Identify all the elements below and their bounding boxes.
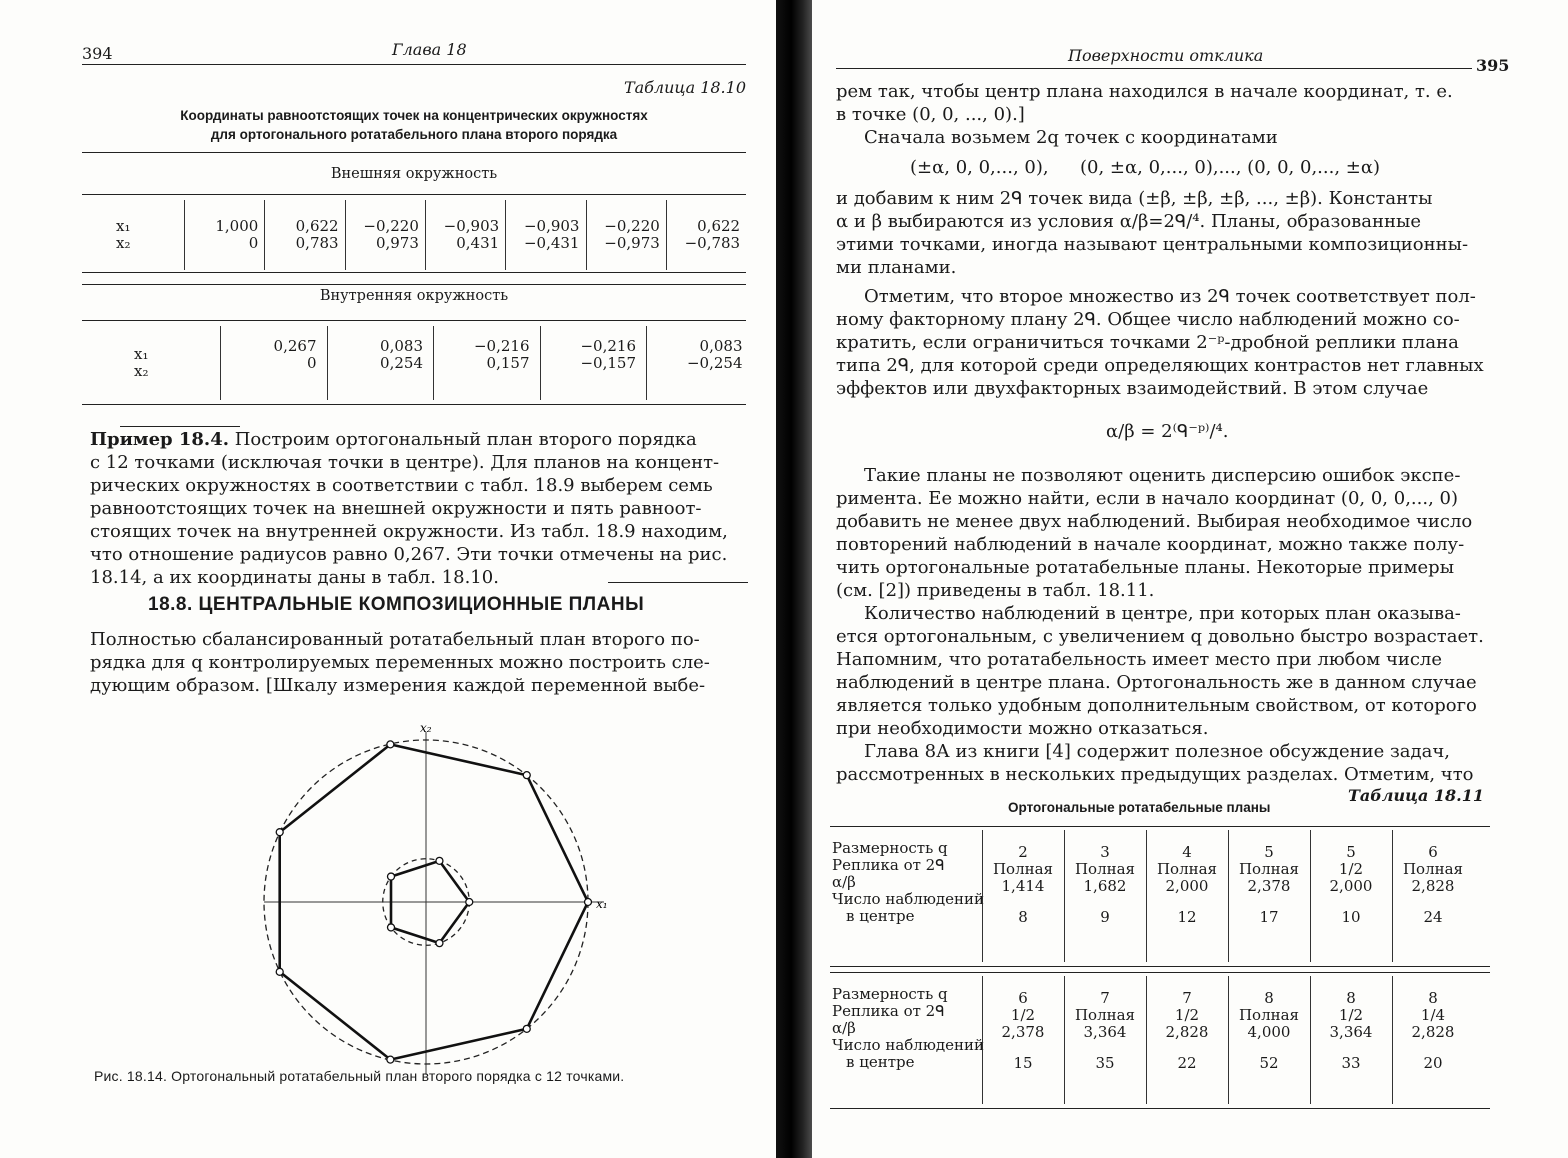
coord-x1: −0,216 (580, 337, 636, 355)
formula-1b: (0, ±α, 0,..., 0),..., (0, 0, 0,..., ±α) (1080, 157, 1381, 178)
coord-x2: 0,157 (486, 354, 530, 372)
row-labels-block1 (832, 840, 984, 925)
inner-pentagon-point (436, 857, 443, 864)
figure-caption: Рис. 18.14. Ортогональный ротатабельный план второго порядка с 12 точками. (94, 1068, 625, 1084)
row-label: Размерность q (832, 985, 948, 1003)
coord-x1: 1,000 (215, 217, 259, 235)
row-label-x2: x₂ (134, 362, 149, 380)
x1-axis-label: x₁ (596, 897, 608, 911)
row-label: в центре (846, 1053, 915, 1071)
block2-column (984, 990, 1062, 1072)
alpha-beta: 2,000 (1165, 877, 1209, 895)
coord-x2: 0,783 (295, 234, 339, 252)
book-spine (776, 0, 814, 1158)
text-line: типа 2ᑫ, для которой среди определяющих контрастов нет главных (836, 355, 1484, 376)
column-rule (646, 326, 647, 400)
column-rule (1146, 976, 1147, 1104)
table-title-18-11: Ортогональные ротатабельные планы (1008, 800, 1271, 815)
block1-column (984, 844, 1062, 926)
running-head-left: Глава 18 (392, 40, 467, 59)
outer-heptagon-point (523, 772, 530, 779)
alpha-beta: 1,414 (1001, 877, 1045, 895)
outer-heptagon-point (585, 899, 592, 906)
table-label-18-10: Таблица 18.10 (623, 78, 746, 97)
center-observations: 12 (1177, 908, 1197, 926)
column-rule (184, 200, 185, 270)
column-rule (220, 326, 221, 400)
dimension-q: 8 (1264, 989, 1274, 1007)
alpha-beta: 2,378 (1247, 877, 1291, 895)
row-label-x1: x₁ (134, 345, 149, 363)
header-rule-left (82, 64, 746, 65)
dimension-q: 8 (1346, 989, 1356, 1007)
column-rule (264, 200, 265, 270)
example-18-4 (90, 428, 754, 589)
coord-x1: 0,083 (380, 337, 423, 355)
replica: Полная (1238, 860, 1300, 878)
example-label: Пример 18.4. (90, 429, 229, 450)
row-label-x1: x₁ (116, 217, 131, 235)
inner-pentagon-point (466, 899, 473, 906)
dimension-q: 5 (1346, 843, 1356, 861)
row-label: Реплика от 2ᑫ (832, 856, 945, 874)
column-rule (1310, 976, 1311, 1104)
text-line: кратить, если ограничиться точками 2⁻ᵖ-дробной реплики плана (836, 332, 1459, 353)
text-line: при необходимости можно отказаться. (836, 718, 1209, 739)
text-line: рассмотренных в нескольких предыдущих разделах. Отметим, что (836, 764, 1474, 785)
divider (608, 582, 748, 583)
coord-x1: −0,220 (363, 217, 419, 235)
dimension-q: 6 (1018, 989, 1028, 1007)
alpha-beta: 2,828 (1165, 1023, 1209, 1041)
dimension-q: 4 (1182, 843, 1192, 861)
table-rule (82, 152, 746, 153)
replica: Полная (1074, 1006, 1136, 1024)
table-rule (82, 404, 746, 405)
column-rule (1228, 976, 1229, 1104)
coord-x2: −0,973 (604, 234, 660, 252)
dimension-q: 7 (1182, 989, 1192, 1007)
block2-column (1312, 990, 1390, 1072)
divider (120, 426, 240, 427)
dimension-q: 6 (1428, 843, 1438, 861)
text-line: Количество наблюдений в центре, при которых план оказыва- (864, 603, 1461, 624)
column-rule (540, 326, 541, 400)
outer-heptagon-point (523, 1025, 530, 1032)
left-page (0, 0, 778, 1158)
table-title-18-10 (82, 106, 746, 144)
running-head-right: Поверхности отклика (1068, 46, 1264, 65)
dimension-q: 8 (1428, 989, 1438, 1007)
column-rule (982, 976, 983, 1104)
example-line: рических окружностях в соответствии с табл. 18.9 выберем семь (90, 475, 713, 496)
text-line: ется ортогональным, с увеличением q довольно быстро возрастает. (836, 626, 1484, 647)
right-page (812, 0, 1568, 1158)
center-observations: 52 (1259, 1054, 1279, 1072)
replica: Полная (1074, 860, 1136, 878)
coord-x2: 0 (248, 234, 259, 252)
column-rule (1228, 830, 1229, 962)
center-observations: 17 (1259, 908, 1279, 926)
example-line: 18.14, а их координаты даны в табл. 18.10. (90, 567, 499, 588)
inner-pentagon-point (388, 873, 395, 880)
section-paragraph (90, 628, 754, 697)
text-line: является только удобным дополнительным свойством, от которого (836, 695, 1477, 716)
center-observations: 24 (1423, 908, 1443, 926)
section-line: дующим образом. [Шкалу измерения каждой переменной выбе- (90, 675, 706, 696)
column-rule (1064, 976, 1065, 1104)
x2-axis-label: x₂ (420, 721, 432, 735)
coord-x2: −0,431 (523, 234, 580, 252)
text-line: этими точками, иногда называют центральными композиционны- (836, 234, 1469, 255)
column-rule (1310, 830, 1311, 962)
row-label: Число наблюдений (832, 1036, 984, 1054)
alpha-beta: 2,828 (1411, 1023, 1455, 1041)
text-line: Сначала возьмем 2q точек с координатами (864, 127, 1278, 148)
text-line: эффектов или двухфакторных взаимодействий. В этом случае (836, 378, 1429, 399)
formula-2: α/β = 2⁽ᑫ⁻ᵖ⁾/⁴. (1106, 421, 1229, 442)
text-line: добавить не менее двух наблюдений. Выбирая необходимое число (836, 511, 1473, 532)
coord-x2: 0,254 (380, 354, 423, 372)
text-line: Напомним, что ротатабельность имеет место при любом числе (836, 649, 1443, 670)
text-line: α и β выбираются из условия α/β=2ᑫ/⁴. Планы, образованные (836, 211, 1421, 232)
replica: 1/2 (1174, 1006, 1200, 1024)
alpha-beta: 2,000 (1329, 877, 1373, 895)
column-rule (982, 830, 983, 962)
inner-pentagon-point (388, 924, 395, 931)
block1-column (1148, 844, 1226, 926)
coord-x1: −0,903 (523, 217, 580, 235)
center-observations: 15 (1013, 1054, 1033, 1072)
alpha-beta: 4,000 (1247, 1023, 1291, 1041)
formula-1a: (±α, 0, 0,..., 0), (910, 157, 1049, 178)
coord-x1: 0,622 (295, 217, 339, 235)
header-rule-right (836, 68, 1472, 69)
right-text-column (836, 80, 1500, 786)
dimension-q: 5 (1264, 843, 1274, 861)
replica: 1/2 (1010, 1006, 1036, 1024)
replica: 1/2 (1338, 1006, 1364, 1024)
alpha-beta: 3,364 (1329, 1023, 1373, 1041)
text-line: (см. [2]) приведены в табл. 18.11. (836, 580, 1155, 601)
column-rule (1064, 830, 1065, 962)
page-number-left: 394 (82, 44, 113, 63)
row-label: в центре (846, 907, 915, 925)
coord-x2: −0,157 (580, 354, 636, 372)
coord-x1: 0,083 (699, 337, 743, 355)
outer-heptagon-point (387, 741, 394, 748)
example-line: стоящих точек на внутренней окружности. Из табл. 18.9 находим, (90, 521, 728, 542)
table-rule (82, 284, 746, 285)
outer-heptagon-point (276, 968, 283, 975)
replica: Полная (992, 860, 1054, 878)
block1-column (1394, 844, 1472, 926)
block2-column (1148, 990, 1226, 1072)
section-title-18-8: 18.8. ЦЕНТРАЛЬНЫЕ КОМПОЗИЦИОННЫЕ ПЛАНЫ (148, 594, 645, 615)
table-rule (830, 826, 1490, 827)
center-observations: 33 (1341, 1054, 1361, 1072)
column-rule (666, 200, 667, 270)
coord-x1: 0,622 (697, 217, 741, 235)
text-line: рем так, чтобы центр плана находился в начале координат, т. е. (836, 81, 1453, 102)
coord-x2: 0 (306, 354, 317, 372)
coord-x1: −0,903 (443, 217, 500, 235)
replica: 1/2 (1338, 860, 1364, 878)
replica: Полная (1156, 860, 1218, 878)
table-rule (82, 320, 746, 321)
alpha-beta: 2,378 (1001, 1023, 1045, 1041)
block1-column (1230, 844, 1308, 926)
example-line (90, 428, 754, 451)
outer-heptagon-point (276, 829, 283, 836)
alpha-beta: 2,828 (1411, 877, 1455, 895)
text-line: чить ортогональные ротатабельные планы. Некоторые примеры (836, 557, 1455, 578)
inner-pentagon-point (436, 940, 443, 947)
center-observations: 22 (1177, 1054, 1197, 1072)
outer-heptagon-point (387, 1056, 394, 1063)
replica: 1/4 (1420, 1006, 1446, 1024)
text-line: ному факторному плану 2ᑫ. Общее число наблюдений можно со- (836, 309, 1460, 330)
dimension-q: 3 (1100, 843, 1110, 861)
alpha-beta: 3,364 (1083, 1023, 1127, 1041)
row-labels-block2 (832, 986, 984, 1071)
row-label: Число наблюдений (832, 890, 984, 908)
example-line: равноотстоящих точек на внешней окружности и пять равноот- (90, 498, 702, 519)
example-line: что отношение радиусов равно 0,267. Эти точки отмечены на рис. (90, 544, 728, 565)
column-rule (327, 326, 328, 400)
table-label-18-11: Таблица 18.11 (1347, 786, 1484, 805)
column-rule (425, 200, 426, 270)
center-observations: 10 (1341, 908, 1361, 926)
coord-x1: 0,267 (273, 337, 317, 355)
column-rule (586, 200, 587, 270)
table-title-line-2: для ортогонального ротатабельного плана второго порядка (210, 127, 618, 142)
column-rule (1392, 830, 1393, 962)
text-line: Такие планы не позволяют оценить дисперсию ошибок экспе- (864, 465, 1461, 486)
outer-circle-label: Внешняя окружность (330, 166, 498, 182)
formula-1 (836, 149, 1500, 187)
table-title-line-1: Координаты равноотстоящих точек на концентрических окружностях (180, 108, 648, 123)
center-observations: 35 (1095, 1054, 1115, 1072)
text-line: ми планами. (836, 257, 957, 278)
table-rule (830, 1108, 1490, 1109)
example-first-line-rest: Построим ортогональный план второго порядка (234, 429, 697, 450)
page-number-right: 395 (1476, 56, 1510, 75)
row-label: Размерность q (832, 839, 948, 857)
coord-x2: −0,783 (684, 234, 741, 252)
text-line: наблюдений в центре плана. Ортогональность же в данном случае (836, 672, 1477, 693)
section-line: рядка для q контролируемых переменных можно построить сле- (90, 652, 710, 673)
column-rule (345, 200, 346, 270)
figure-18-14 (240, 720, 620, 1080)
text-line: и добавим к ним 2ᑫ точек вида (±β, ±β, ±β, ..., ±β). Константы (836, 188, 1433, 209)
row-label: Реплика от 2ᑫ (832, 1002, 945, 1020)
replica: Полная (1402, 860, 1464, 878)
block2-column (1066, 990, 1144, 1072)
center-observations: 20 (1423, 1054, 1443, 1072)
alpha-beta: 1,682 (1083, 877, 1127, 895)
coord-x1: −0,216 (473, 337, 530, 355)
coord-x2: −0,254 (686, 354, 743, 372)
center-observations: 8 (1018, 908, 1028, 926)
column-rule (1392, 976, 1393, 1104)
dimension-q: 7 (1100, 989, 1110, 1007)
table-rule (830, 972, 1490, 973)
column-rule (433, 326, 434, 400)
text-line: Отметим, что второе множество из 2ᑫ точек соответствует пол- (864, 286, 1476, 307)
block1-column (1066, 844, 1144, 926)
text-line: в точке (0, 0, ..., 0).] (836, 104, 1025, 125)
row-label-x2: x₂ (116, 234, 131, 252)
inner-circle-label: Внутренняя окружность (319, 288, 509, 304)
dimension-q: 2 (1018, 843, 1028, 861)
example-line: с 12 точками (исключая точки в центре). Для планов на концент- (90, 452, 720, 473)
text-line: повторений наблюдений в начале координат, можно также полу- (836, 534, 1465, 555)
row-label: α/β (832, 1019, 856, 1037)
coord-x1: −0,220 (604, 217, 660, 235)
column-rule (505, 200, 506, 270)
text-line: римента. Ее можно найти, если в начало координат (0, 0, 0,..., 0) (836, 488, 1458, 509)
section-line: Полностью сбалансированный ротатабельный план второго по- (90, 629, 700, 650)
column-rule (1146, 830, 1147, 962)
block2-column (1394, 990, 1472, 1072)
text-line: Глава 8А из книги [4] содержит полезное обсуждение задач, (864, 741, 1450, 762)
block2-column (1230, 990, 1308, 1072)
table-rule (830, 966, 1490, 967)
coord-x2: 0,973 (375, 234, 419, 252)
coord-x2: 0,431 (456, 234, 500, 252)
table-rule (82, 272, 746, 273)
row-label: α/β (832, 873, 856, 891)
center-observations: 9 (1100, 908, 1110, 926)
replica: Полная (1238, 1006, 1300, 1024)
block1-column (1312, 844, 1390, 926)
table-rule (82, 194, 746, 195)
